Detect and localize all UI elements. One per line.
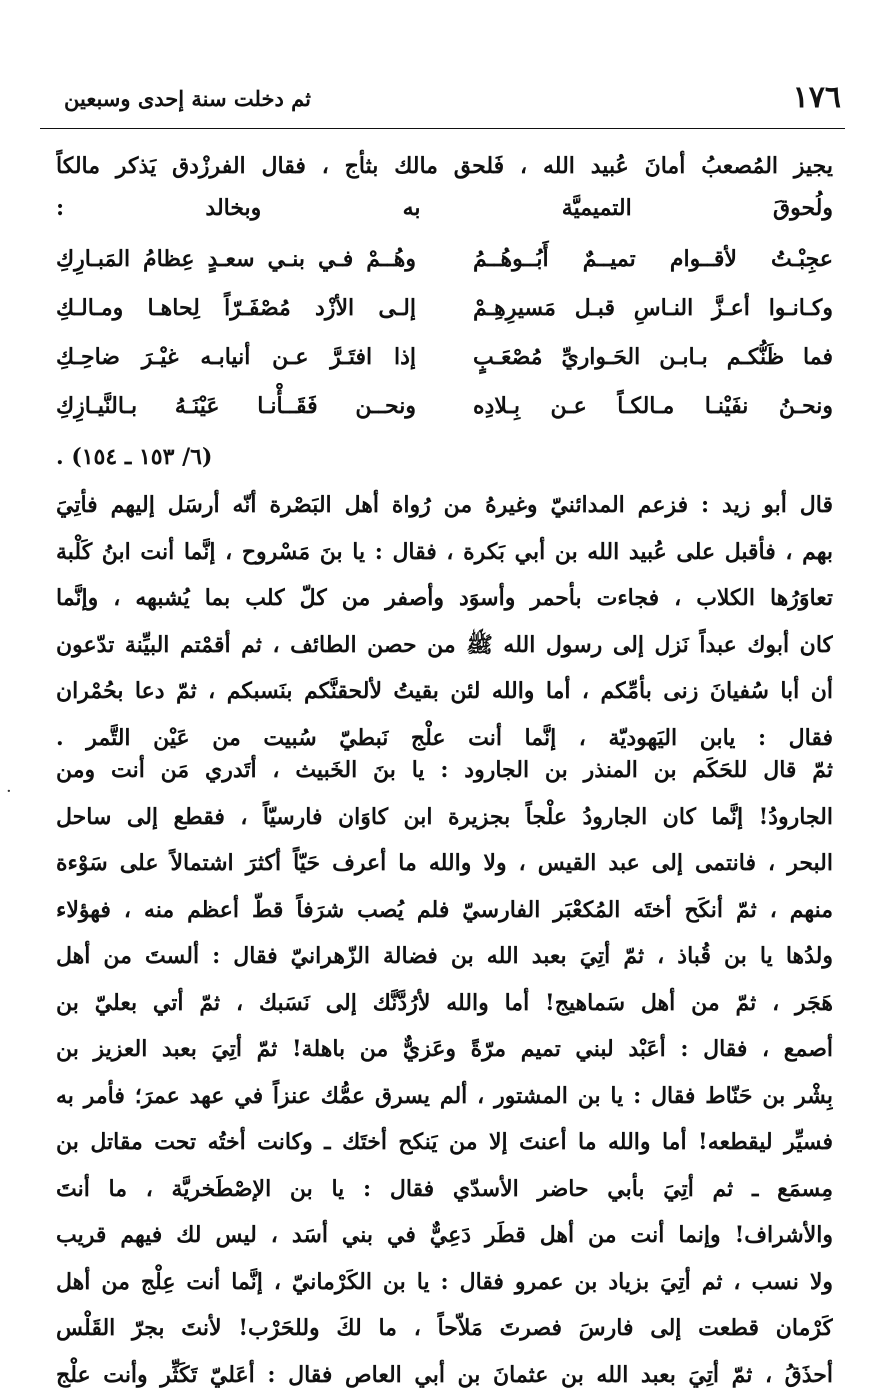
poem-verse	[56, 236, 833, 285]
text-line: ولُحوقَ التميميَّة به وبخالد :	[56, 187, 833, 229]
text-line: فسيِّر ليقطعه! أما والله ما أعنتَ إلا من يَنكح أختَك ـ وكانت أختُه تحت مقاتل بن	[56, 1119, 833, 1166]
verse-second-hemistich: وهُــمْ فـي بنـي سعـدٍ عِظامُ المَبـارِكِ	[56, 236, 416, 282]
text-line: مِسمَع ـ ثم أتِيَ بأبي حاضر الأسدّي فقال : يا بن الإصْطَخريَّة ، ما أنتَ	[56, 1166, 833, 1213]
verse-first-hemistich: فما ظَنُّكـم بـابـن الحَـواريِّ مُصْعَـبٍ	[473, 334, 833, 380]
poem	[56, 236, 833, 432]
text-line: البحر ، فانتمى إلى عبد القيس ، ولا والله ما أعرف حَيّاً أكثرَ اشتمالاً على سَوْءة	[56, 840, 833, 887]
text-line: ولا نسب ، ثم أتِيَ بزياد بن عمرو فقال : يا بن الكَرْمانيّ ، إنَّما أنت عِلْج من أهل	[56, 1259, 833, 1306]
text-line: تعاوَرُها الكلاب ، فجاءت بأحمر وأسوَد وأصفر من كلّ كلب بما يُشبهه ، وإنَّما	[56, 575, 833, 622]
paragraph-hakam	[56, 747, 833, 1398]
text-line: ولدُها يا بن قُباذ ، ثمّ أتِيَ بعبد الله بن فضالة الزّهرانيّ فقال : ألستَ من أهل	[56, 933, 833, 980]
text-line: ثمّ قال للحَكَم بن المنذر بن الجارود : يا بنَ الخَبيث ، أتَدري مَن أنت ومن	[56, 747, 833, 794]
verse-second-hemistich: إلـى الأزْد مُصْفَـرّاً لِحاهـا ومـالـكِ	[56, 285, 416, 331]
text-line: فقال : يابن اليَهوديّة ، إنَّما أنت علْج نَبطيّ سُبيت من عَيْن التَّمر .	[56, 715, 833, 762]
text-line: يجيز المُصعبُ أمانَ عُبيد الله ، فَلحق مالك بثأج ، فقال الفرزْدق يَذكر مالكاً	[56, 145, 833, 187]
text-line: والأشراف! وإنما أنت من أهل قطَر دَعِيٌّ في بني أسَد ، ليس لك فيهم قريب	[56, 1212, 833, 1259]
poem-verse	[56, 285, 833, 334]
page-header	[40, 78, 845, 124]
text-line: قال أبو زيد : فزعم المدائنيّ وغيرهُ من رُواة أهل البَصْرة أنّه أرسَل إليهم فأتِيَ	[56, 482, 833, 529]
paragraph-abu-zayd	[56, 482, 833, 761]
intro-paragraph	[56, 145, 833, 229]
text-line: كان أبوك عبداً نَزل إلى رسول الله ﷺ من حصن الطائف ، ثم أقمْتم البيِّنة تدّعون	[56, 622, 833, 669]
text-line: أصمع ، فقال : أعَبْد لبني تميم مرّةً وعَزيٌّ من باهلة! ثمّ أتِيَ بعبد العزيز بن	[56, 1026, 833, 1073]
page-number: ١٧٦	[793, 80, 841, 115]
poem-verse	[56, 334, 833, 383]
poem-reference: (٦/ ١٥٣ ـ ١٥٤) .	[56, 437, 212, 477]
header-rule	[40, 128, 845, 129]
verse-first-hemistich: وكـانـوا أعـزَّ النـاسِ قبـل مَسيرِهِـمْ	[473, 285, 833, 331]
verse-second-hemistich: إذا افتَـرَّ عـن أنيابـه غيْـرَ ضاحِـكِ	[56, 334, 416, 380]
text-line: أحذَقُ ، ثمّ أتِيَ بعبد الله بن عثمانَ بن أبي العاص فقال : أعَليّ تَكَثِّر وأنت علْج	[56, 1352, 833, 1398]
poem-verse	[56, 383, 833, 432]
verse-second-hemistich: ونحــن فَقَــأْنـا عَيْنَـهُ بـالنَّيـازِكِ	[56, 383, 416, 429]
running-title: ثم دخلت سنة إحدى وسبعين	[64, 86, 311, 111]
text-line: هَجَر ، ثمّ من أهل سَماهيج! أما والله لأرُدَّنَّك إلى نَسَبك ، ثمّ أتي بعليّ بن	[56, 980, 833, 1027]
verse-first-hemistich: ونحـنُ نفَيْنـا مـالكـاً عـن بِـلادِه	[473, 383, 833, 429]
verse-first-hemistich: عجِبْـتُ لأقــوام تميــمٌ أَبُــوهُــمُ	[473, 236, 833, 282]
text-line: أن أبا سُفيانَ زنى بأمِّكم ، أما والله لئن بقيتُ لألحقنَّكم بنَسبكم ، ثمّ دعا بحُمْران	[56, 668, 833, 715]
text-line: الجارودُ! إنَّما كان الجارودُ علْجاً بجزيرة ابن كاوَان فارسيّاً ، فقطع إلى ساحل	[56, 794, 833, 841]
text-line: منهم ، ثمّ أنكَح أختَه المُكعْبَر الفارسيّ فلم يُصب شرَفاً قطّ أعظم منه ، فهؤلاء	[56, 887, 833, 934]
text-line: كَرْمان قطعت إلى فارسَ فصرتَ مَلاّحاً ، ما لكَ وللحَرْب! لأنتَ بجرّ القَلْس	[56, 1305, 833, 1352]
text-line: بهم ، فأقبل على عُبيد الله بن أبي بَكرة ، فقال : يا بنَ مَسْروح ، إنَّما أنت ابنُ كَلْبة	[56, 529, 833, 576]
text-line: بِشْر بن حَنّاط فقال : يا بن المشتور ، ألم يسرق عمُّك عنزاً في عهد عمرَ؛ فأمر به	[56, 1073, 833, 1120]
margin-dot: ·	[6, 781, 12, 802]
